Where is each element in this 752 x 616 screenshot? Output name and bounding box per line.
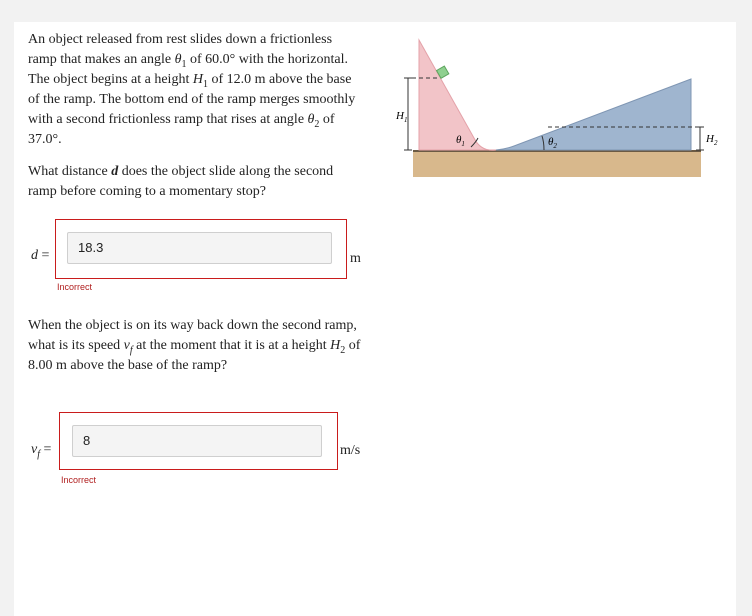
answer-2-input[interactable]: 8	[72, 425, 322, 457]
question-1: What distance d does the object slide along the second ramp before coming to a momentary stop?	[28, 164, 334, 199]
answer-1-status: Incorrect	[57, 282, 93, 292]
H2-label: $H_2$	[706, 133, 718, 147]
answer-1-input[interactable]: 18.3	[67, 232, 332, 264]
ramp-diagram	[386, 30, 736, 190]
ground	[413, 151, 701, 177]
theta2-label: $\theta_2$	[548, 136, 557, 150]
problem-statement	[28, 30, 362, 202]
answer-2-label: $v_f$ =	[31, 442, 52, 460]
answer-1-label: d =	[31, 248, 50, 263]
problem-setup: An object released from rest slides down a frictionless ramp that makes an angle $\theta_1$ of 60.0° with the horizontal. The object begins at a height $H_1$ of 12.0 m above the base of the ramp. The bottom end of the ramp merges smoothly with a second frictionless ramp that rises at angle $\theta_2$ of 37.0°.	[28, 32, 356, 147]
answer-1-unit: m	[350, 251, 361, 266]
answer-2-unit: m/s	[340, 443, 361, 458]
answer-2-status: Incorrect	[61, 475, 97, 485]
theta1-label: $\theta_1$	[456, 134, 465, 148]
H1-label: $H_1$	[396, 110, 408, 124]
question-2: When the object is on its way back down the second ramp, what is its speed $v_f$ at the moment that it is at a height $H_2$ of 8.00 m above the base of the ramp?	[28, 318, 361, 373]
second-ramp	[496, 79, 691, 150]
